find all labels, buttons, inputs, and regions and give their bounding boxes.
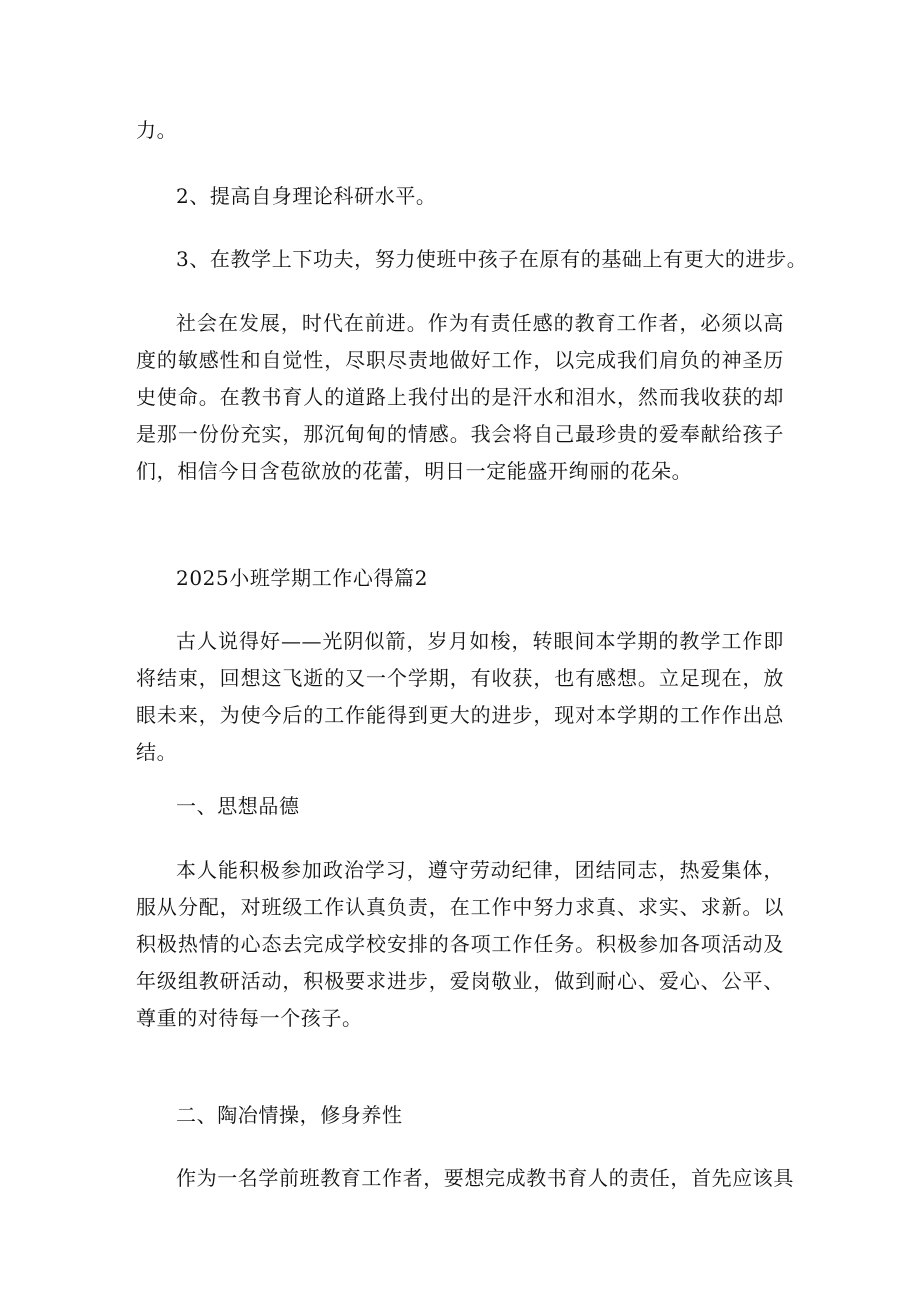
paragraph-continuation: 力。	[136, 118, 178, 142]
section-heading: 2025小班学期工作心得篇2	[176, 566, 429, 590]
subheading-cultivation: 二、陶冶情操，修身养性	[176, 1103, 403, 1127]
paragraph-morality: 本人能积极参加政治学习，遵守劳动纪律，团结同志，热爱集体，服从分配，对班级工作认真负责，在工作中努力求真、求实、求新。以积极热情的心态去完成学校安排的各项工作任务。积极参加各项活动及年级组教研活动，积极要求进步，爱岗敬业，做到耐心、爱心、公平、尊重的对待每一个孩子。	[136, 858, 784, 1030]
subheading-morality: 一、思想品德	[176, 794, 300, 818]
list-item-2: 2、提高自身理论科研水平。	[176, 184, 437, 208]
paragraph-intro: 古人说得好——光阴似箭，岁月如梭，转眼间本学期的教学工作即将结束，回想这飞逝的又一个学期，有收获，也有感想。立足现在，放眼未来，为使今后的工作能得到更大的进步，现对本学期的工作作出总结。	[136, 629, 784, 764]
paragraph-society: 社会在发展，时代在前进。作为有责任感的教育工作者，必须以高度的敏感性和自觉性，尽职尽责地做好工作，以完成我们肩负的神圣历史使命。在教书育人的道路上我付出的是汗水和泪水，然而我收获的却是那一份份充实，那沉甸甸的情感。我会将自己最珍贵的爱奉献给孩子们，相信今日含苞欲放的花蕾，明日一定能盛开绚丽的花朵。	[136, 311, 784, 483]
list-item-3: 3、在教学上下功夫，努力使班中孩子在原有的基础上有更大的进步。	[176, 247, 808, 271]
paragraph-cultivation: 作为一名学前班教育工作者，要想完成教书育人的责任，首先应该具	[176, 1166, 794, 1190]
